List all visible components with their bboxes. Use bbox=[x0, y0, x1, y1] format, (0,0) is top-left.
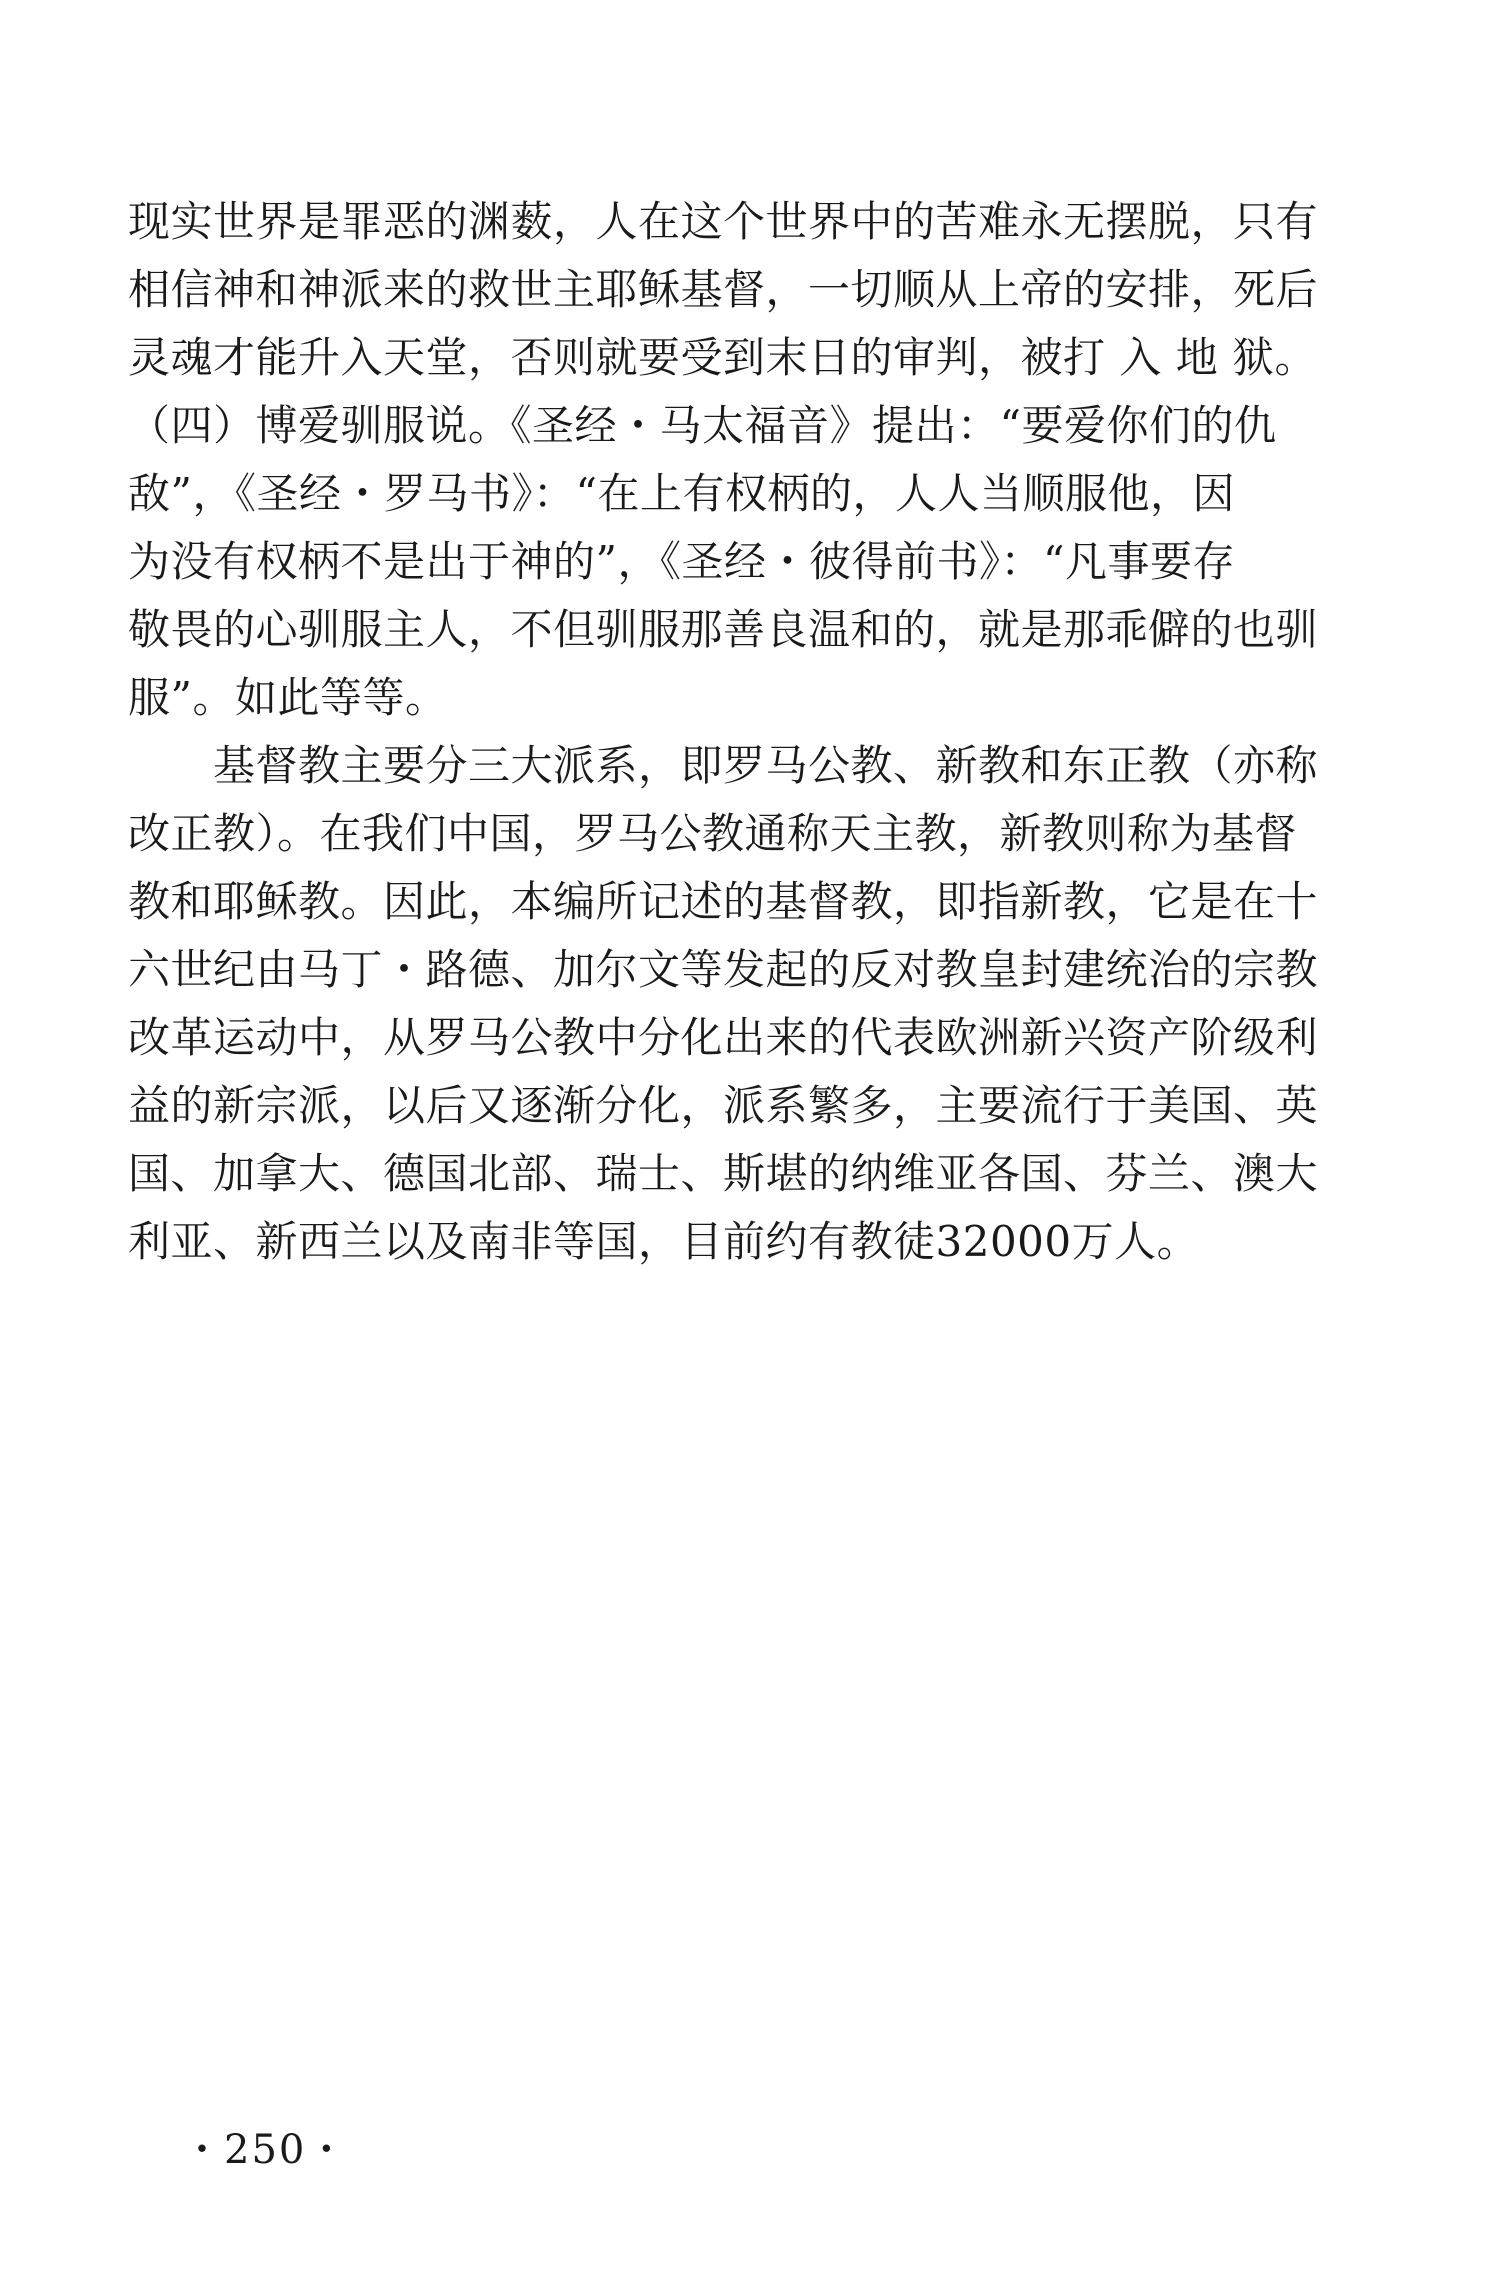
text-line: （四）博爱驯服说。《圣经・马太福音》提出：“要爱你们的仇 bbox=[128, 401, 1277, 450]
text-line: 益的新宗派，以后又逐渐分化，派系繁多，主要流行于美国、英 bbox=[128, 1081, 1319, 1130]
body-text bbox=[128, 188, 1388, 1276]
text-line: 国、加拿大、德国北部、瑞士、斯堪的纳维亚各国、芬兰、澳大 bbox=[128, 1149, 1319, 1198]
text-line: 教和耶稣教。因此，本编所记述的基督教，即指新教，它是在十 bbox=[128, 877, 1319, 926]
text-line: 服”。如此等等。 bbox=[128, 673, 448, 722]
text-line: 现实世界是罪恶的渊薮，人在这个世界中的苦难永无摆脱，只有 bbox=[128, 197, 1319, 246]
text-line: 改革运动中，从罗马公教中分化出来的代表欧洲新兴资产阶级利 bbox=[128, 1013, 1319, 1062]
text-line: 改正教）。在我们中国，罗马公教通称天主教，新教则称为基督 bbox=[128, 809, 1298, 858]
text-line: 敌”，《圣经・罗马书》：“在上有权柄的，人人当顺服他，因 bbox=[128, 469, 1235, 518]
text-line: 灵魂才能升入天堂，否则就要受到末日的审判，被打 入 地 狱。 bbox=[128, 333, 1318, 382]
text-line: 敬畏的心驯服主人，不但驯服那善良温和的，就是那乖僻的也驯 bbox=[128, 605, 1319, 654]
text-line: 为没有权柄不是出于神的”，《圣经・彼得前书》：“凡事要存 bbox=[128, 537, 1235, 586]
text-line: 六世纪由马丁・路德、加尔文等发起的反对教皇封建统治的宗教 bbox=[128, 945, 1319, 994]
page-number: ・250・ bbox=[182, 2127, 349, 2173]
text-line: 基督教主要分三大派系，即罗马公教、新教和东正教（亦称 bbox=[128, 741, 1319, 790]
text-line: 利亚、新西兰以及南非等国，目前约有教徒32000万人。 bbox=[128, 1217, 1200, 1266]
text-line: 相信神和神派来的救世主耶稣基督，一切顺从上帝的安排，死后 bbox=[128, 265, 1319, 314]
